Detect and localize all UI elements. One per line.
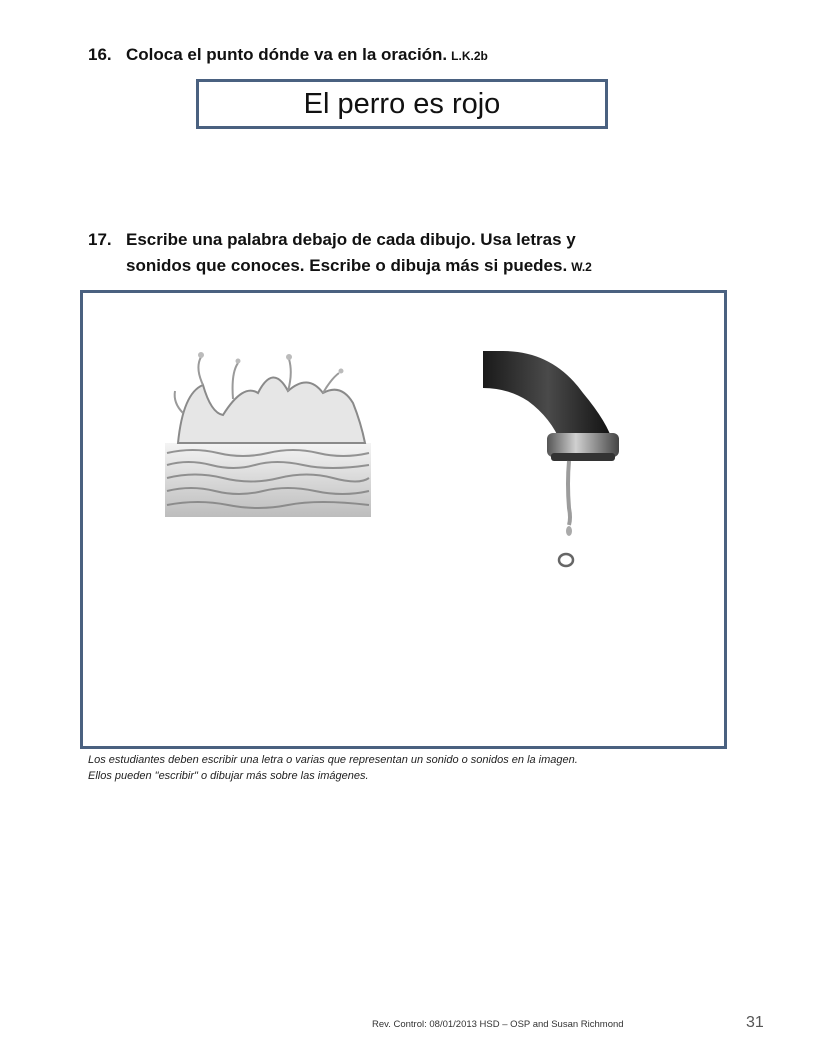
dripping-faucet-image: [483, 351, 619, 566]
teacher-note-line1: Los estudiantes deben escribir una letra o varias que representan un sonido o sonidos en la imagen.: [88, 754, 578, 766]
standard-code: L.K.2b: [451, 49, 488, 63]
sentence-box[interactable]: [196, 79, 608, 129]
question-text-line2: sonidos que conoces. Escribe o dibuja más si puedes.: [126, 256, 568, 275]
page-number: 31: [746, 1014, 764, 1031]
question-16-prompt: [88, 42, 488, 69]
standard-code: W.2: [571, 260, 592, 274]
question-text-line1: Escribe una palabra debajo de cada dibujo. Usa letras y: [126, 230, 576, 249]
question-17-prompt: [88, 227, 592, 280]
revision-footer: Rev. Control: 08/01/2013 HSD – OSP and Susan Richmond: [372, 1019, 624, 1030]
drawing-area[interactable]: [80, 290, 727, 749]
sentence-text: El perro es rojo: [303, 88, 501, 120]
question-number: 17.: [88, 230, 112, 249]
question-text: Coloca el punto dónde va en la oración.: [126, 45, 448, 64]
question-number: 16.: [88, 45, 112, 64]
water-splash-image: [165, 352, 371, 517]
teacher-note: [88, 752, 578, 784]
teacher-note-line2: Ellos pueden "escribir" o dibujar más sobre las imágenes.: [88, 770, 369, 782]
